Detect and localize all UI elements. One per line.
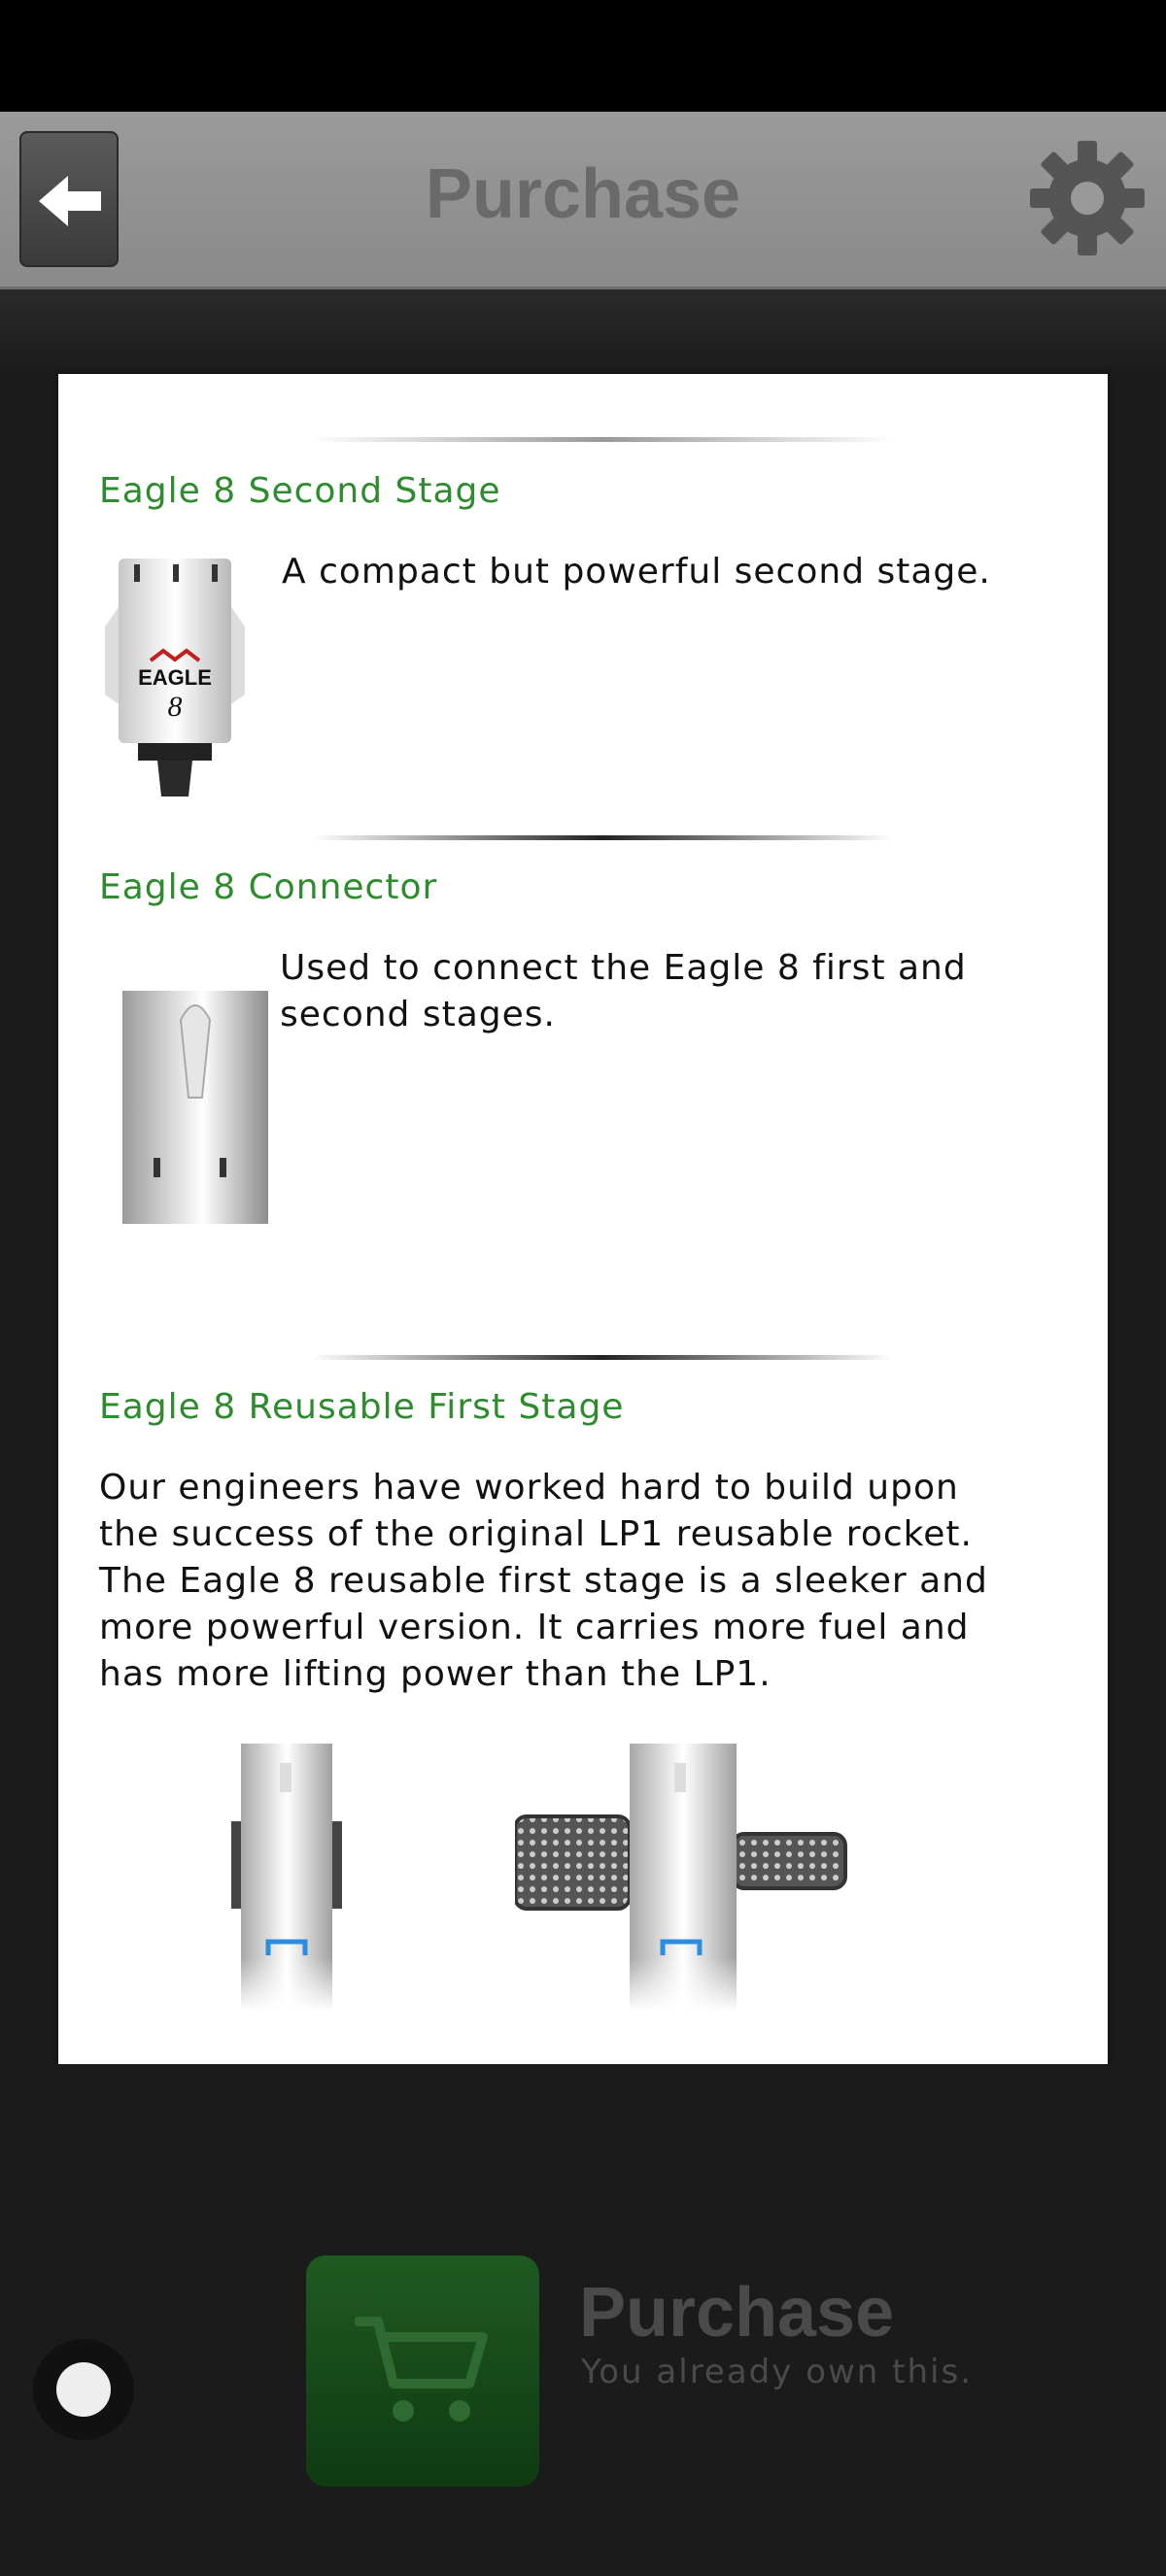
second-stage-image-label: EAGLE [138,665,212,690]
description-line: more powerful version. It carries more fuel and [99,1608,970,1647]
status-bar [0,0,1166,112]
description-line: Our engineers have worked hard to build upon [99,1468,959,1508]
header-shadow [0,289,1166,377]
first-stage-fins-image [515,1744,855,2011]
assistive-dot-icon [56,2362,111,2417]
description-line: has more lifting power than the LP1. [99,1654,772,1694]
item-description-second-stage: A compact but powerful second stage. [282,552,991,592]
item-description-connector [280,945,967,1038]
item-title-connector: Eagle 8 Connector [99,867,438,907]
purchase-status-text: You already own this. [581,2353,974,2391]
second-stage-image-number: 8 [167,691,183,723]
assistive-touch-button[interactable] [33,2339,134,2440]
gear-icon[interactable] [1028,139,1147,257]
item-title-first-stage: Eagle 8 Reusable First Stage [99,1387,625,1427]
app-header [0,112,1166,289]
item-description-first-stage [99,1465,988,1698]
description-line: Used to connect the Eagle 8 first and [280,948,967,988]
divider [311,835,894,840]
description-line: The Eagle 8 reusable first stage is a sleeker and [99,1561,988,1601]
item-title-second-stage: Eagle 8 Second Stage [99,471,501,511]
connector-image [122,991,268,1224]
description-line: second stages. [280,995,556,1034]
second-stage-image [97,559,253,801]
first-stage-image [223,1744,350,2011]
page-title: Purchase [425,155,741,233]
purchase-button[interactable] [306,2255,539,2487]
divider [311,437,894,442]
description-line: the success of the original LP1 reusable rocket. [99,1514,973,1554]
shopping-cart-icon [355,2314,491,2430]
purchase-label[interactable]: Purchase [579,2274,895,2352]
divider [311,1355,894,1360]
product-card [58,374,1108,2064]
